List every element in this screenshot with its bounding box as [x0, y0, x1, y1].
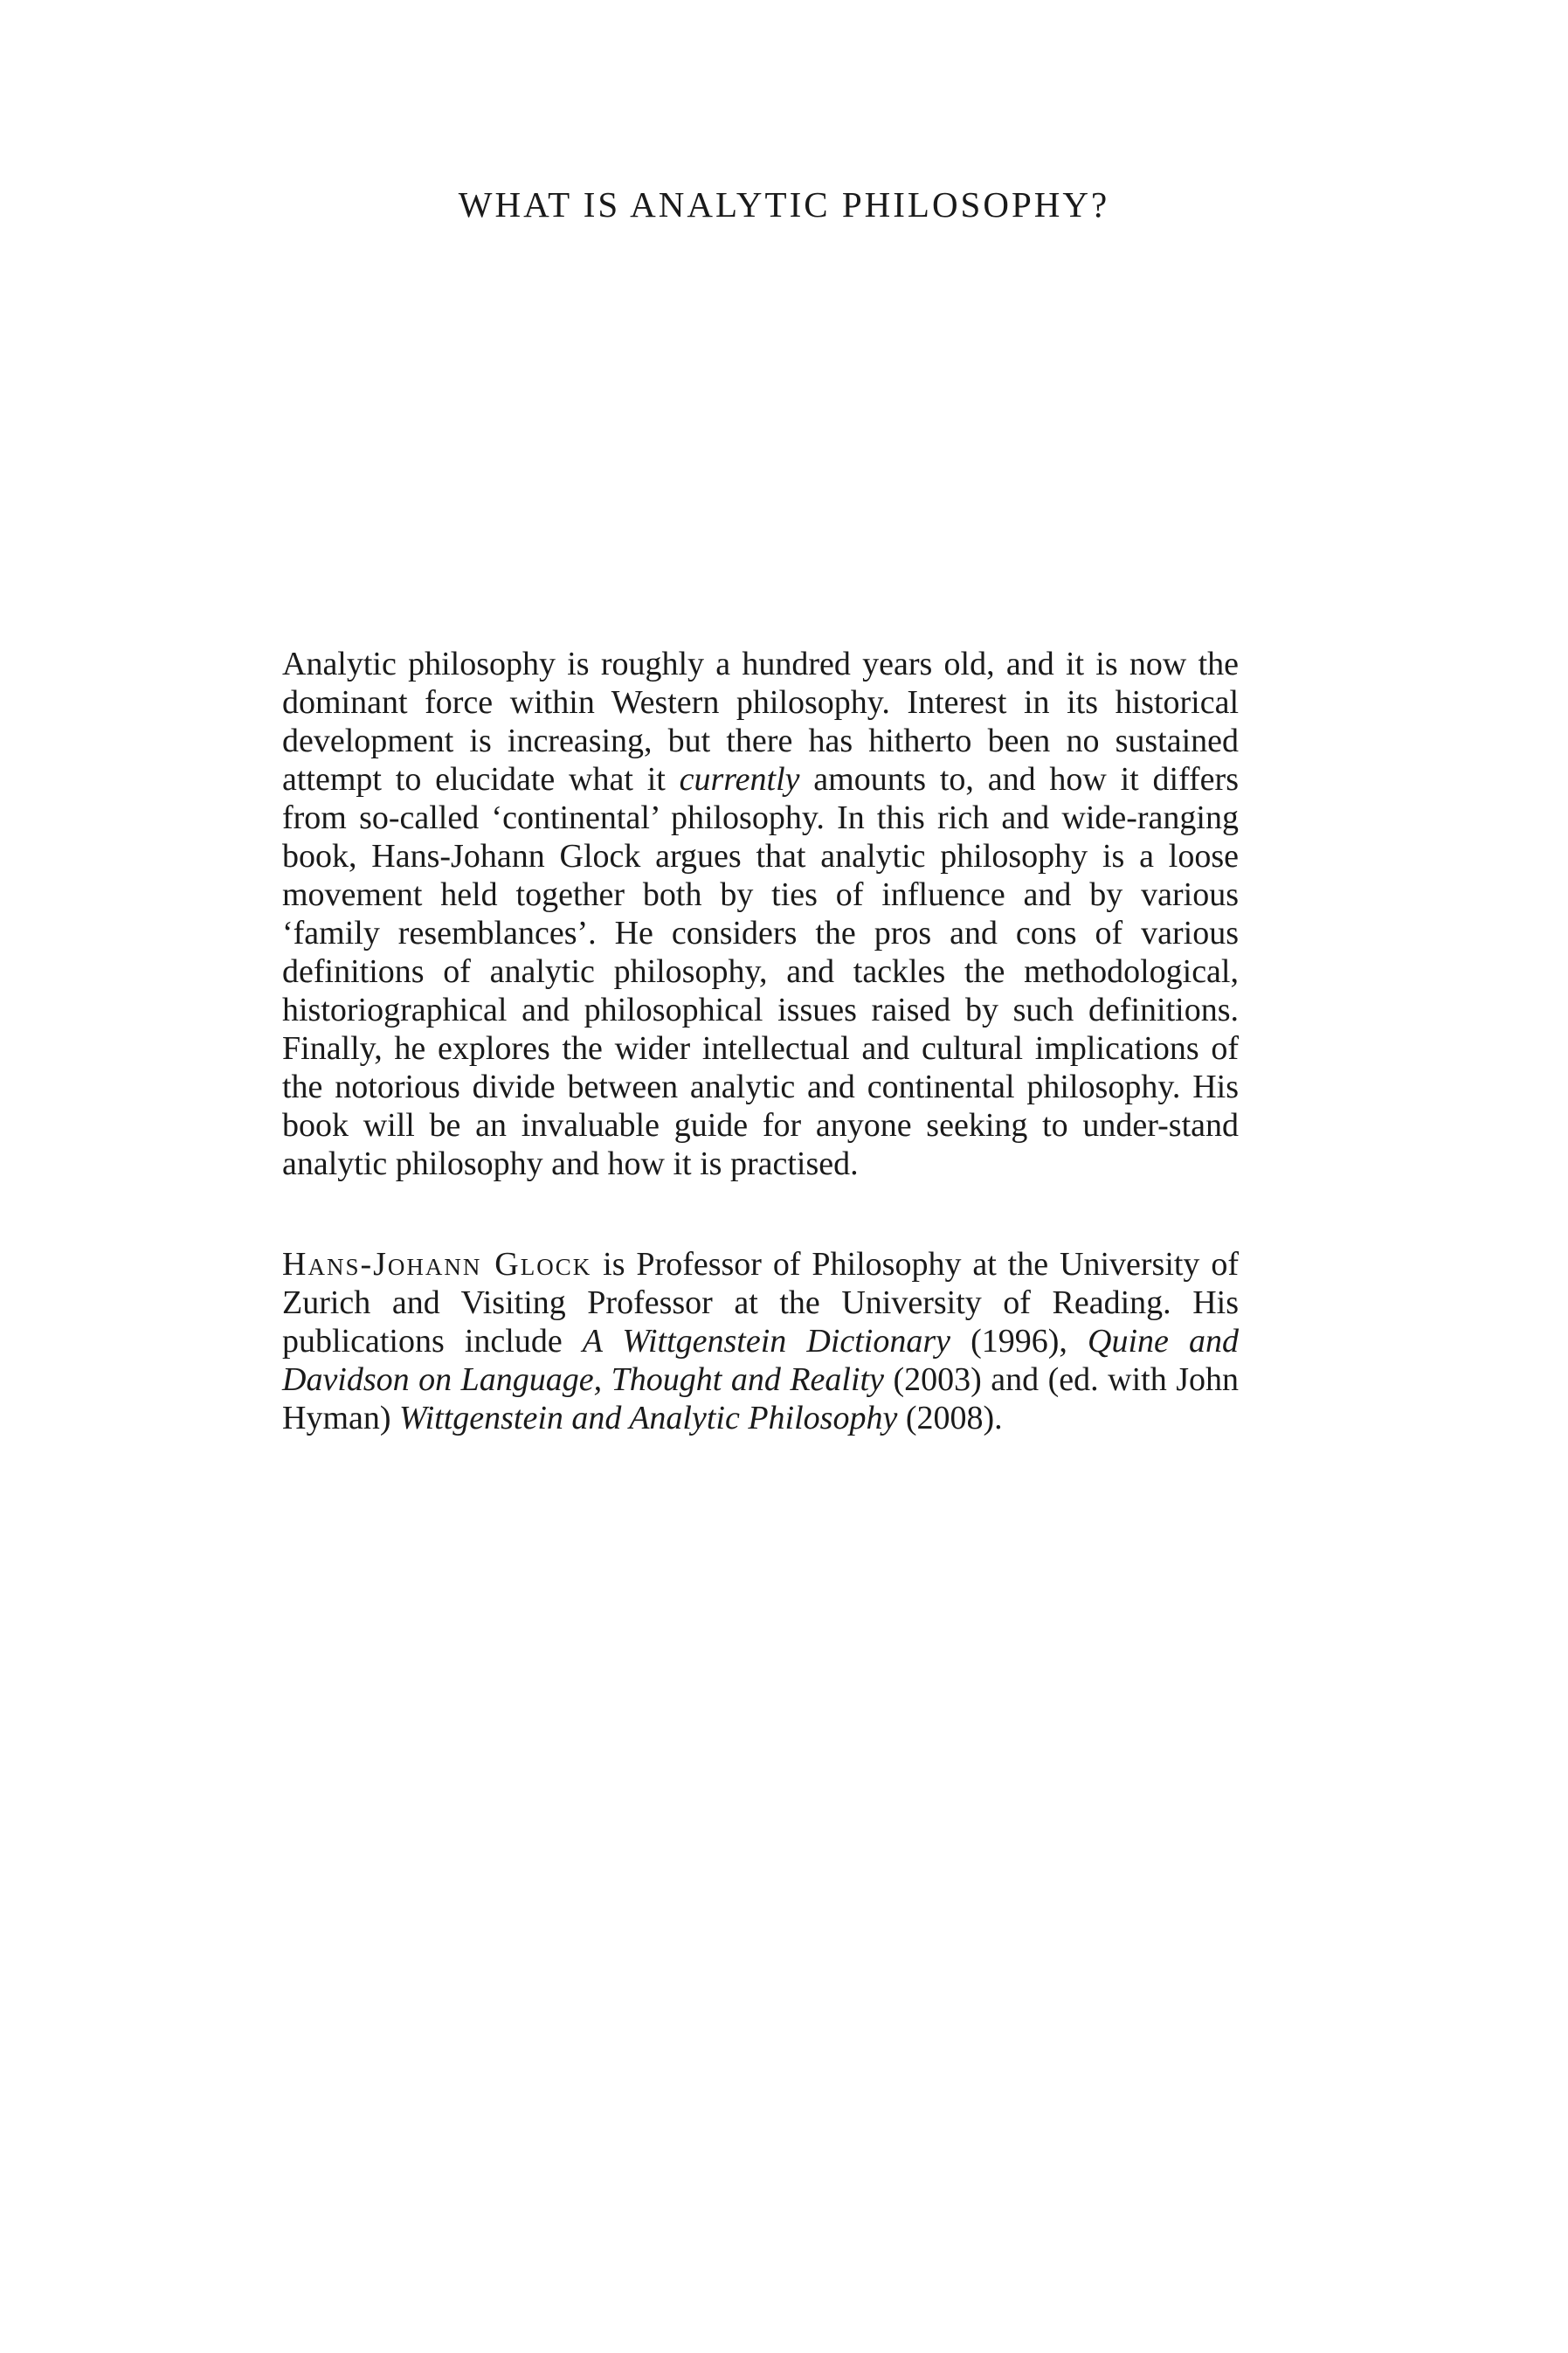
description-text-continued: amounts to, and how it differs from so-called ‘continental’ philosophy. In this rich and wide-ranging book, Hans-Johann Glock argues that analytic philosophy is a loose movement held together both by ties of influence and by various ‘family resemblances’. He considers the pros and cons of various definitions of analytic philosophy, and tackles the methodological, historiographical and philosophical issues raised by such definitions. Finally, he explores the wider intellectual and cultural implications of the notorious divide between analytic and continental philosophy. His book will be an invaluable guide for anyone seeking to under-stand analytic philosophy and how it is practised.: [282, 761, 1239, 1182]
description-emphasis: currently: [679, 761, 800, 798]
bio-text: (2003) and (ed. with John Hyman): [282, 1361, 1240, 1436]
book-description: [282, 645, 1239, 1183]
bio-text: is Professor of Philosophy at the University of Zurich and Visiting Professor at the University of Reading. His publications include: [282, 1246, 1239, 1360]
author-bio: [282, 1245, 1239, 1437]
description-text: Analytic philosophy is roughly a hundred years old, and it is now the dominant force within Western philosophy. Interest in its historical development is increasing, but there has hitherto been no sustained attempt to elucidate what it: [282, 646, 1239, 798]
bio-text: (2008).: [897, 1400, 1003, 1436]
publication-title: Quine and Davidson on Language, Thought and Reality: [282, 1323, 1240, 1398]
bio-text: (1996),: [950, 1323, 1088, 1360]
author-name: Hans-Johann Glock: [282, 1246, 592, 1283]
publication-title: A Wittgenstein Dictionary: [582, 1323, 951, 1360]
page-title: WHAT IS ANALYTIC PHILOSOPHY?: [458, 184, 1110, 225]
publication-title: Wittgenstein and Analytic Philosophy: [399, 1400, 898, 1436]
